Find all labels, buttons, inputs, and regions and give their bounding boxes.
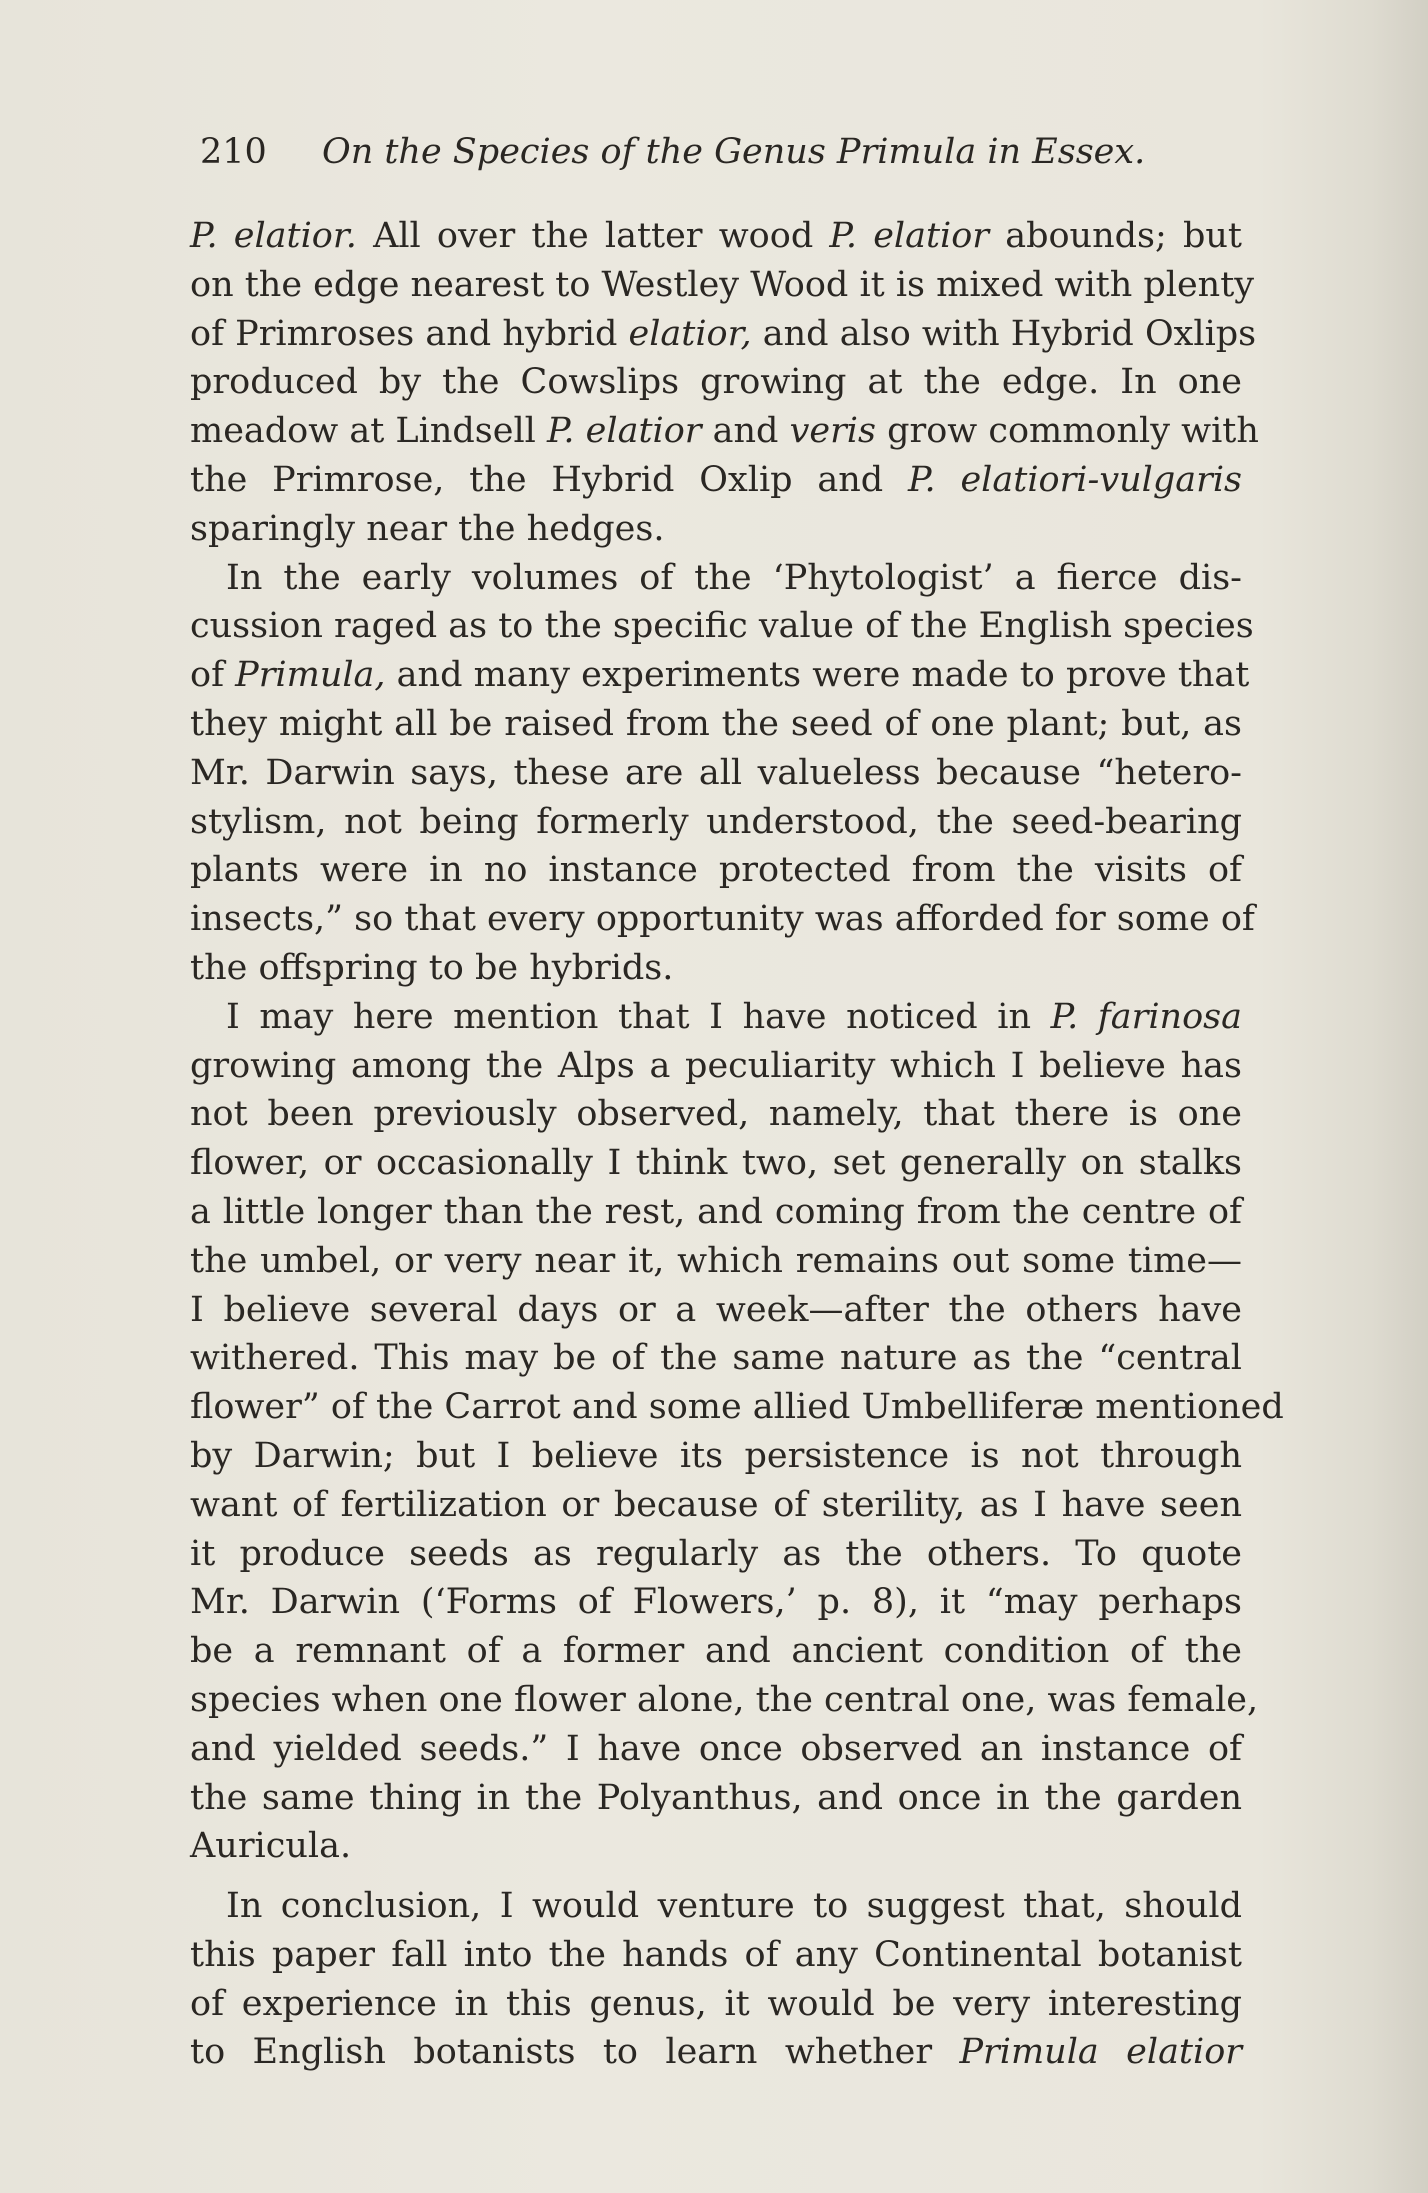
text-line: [190, 1980, 1242, 2029]
text-run: I may here mention that I have noticed in: [226, 996, 1051, 1037]
text-line: [190, 554, 1242, 603]
text-line: [190, 1237, 1242, 1286]
paragraph: [190, 554, 1255, 993]
text-line: [190, 1676, 1259, 1725]
text-line: [190, 1774, 1242, 1823]
text-line: [190, 1725, 1242, 1774]
text-run: flower” of the Carrot and some allied Umbelliferæ mentioned: [190, 1387, 1284, 1428]
text-run: of experience in this genus, it would be very interesting: [190, 1983, 1242, 2024]
paragraph: [190, 993, 1284, 1871]
text-run: by Darwin; but I believe its persistence is not through: [190, 1435, 1242, 1476]
text-run: of: [190, 655, 236, 696]
text-line: [190, 846, 1242, 895]
text-line: [190, 1139, 1242, 1188]
text-run: grow commonly with: [875, 411, 1259, 452]
text-line: [190, 1432, 1242, 1481]
text-run: abounds; but: [989, 216, 1242, 256]
text-run: on the edge nearest to Westley Wood it is mixed with plenty: [190, 264, 1255, 305]
italic-text: P. farinosa: [1050, 996, 1242, 1037]
text-run: the offspring to be hybrids.: [190, 947, 674, 988]
text-line: [190, 358, 1242, 407]
text-run: Mr. Darwin says, these are all valueless because “hetero-: [190, 752, 1242, 793]
text-run: All over the latter wood: [356, 216, 830, 256]
body-text: [190, 212, 1284, 2077]
text-line: [190, 1882, 1242, 1931]
text-line: [190, 1530, 1242, 1579]
text-run: to English botanists to learn whether: [190, 2032, 960, 2073]
text-run: meadow at Lindsell: [190, 411, 547, 452]
text-run: be a remnant of a former and ancient condition of the: [190, 1631, 1242, 1672]
text-run: and many experiments were made to prove that: [385, 655, 1250, 696]
text-line: [190, 1578, 1242, 1627]
text-line: [190, 602, 1254, 651]
text-line: [190, 700, 1242, 749]
paragraph: [190, 212, 1259, 554]
text-line: [190, 1042, 1242, 1091]
text-run: insects,” so that every opportunity was afforded for some of: [190, 899, 1255, 940]
italic-text: P. elatior: [829, 216, 990, 256]
running-title: On the Species of the Genus Primula in Essex.: [322, 132, 1146, 172]
text-run: In the early volumes of the ‘Phytologist’ a fierce dis-: [226, 557, 1242, 598]
text-line: [190, 212, 1242, 261]
text-line: [190, 1286, 1242, 1335]
text-run: withered. This may be of the same nature as the “central: [190, 1338, 1242, 1379]
text-run: cussion raged as to the specific value of the English species: [190, 606, 1254, 647]
text-line: [190, 1481, 1242, 1530]
text-run: flower, or occasionally I think two, set generally on stalks: [190, 1143, 1242, 1184]
text-run: and also with Hybrid Oxlips: [751, 313, 1257, 354]
text-run: Mr. Darwin (‘Forms of Flowers,’ p. 8), it “may perhaps: [190, 1582, 1242, 1623]
text-line: [190, 310, 1257, 359]
text-line: [190, 895, 1255, 944]
page-number: 210: [200, 132, 267, 172]
text-run: this paper fall into the hands of any Continental botanist: [190, 1934, 1242, 1975]
text-run: stylism, not being formerly understood, the seed-bearing: [190, 801, 1242, 842]
text-line: [190, 1822, 1242, 1871]
paragraph: [190, 1882, 1242, 2077]
page-header: [200, 132, 1240, 182]
text-run: In conclusion, I would venture to suggest that, should: [226, 1886, 1242, 1927]
text-run: I believe several days or a week—after the others have: [190, 1289, 1242, 1330]
text-line: [190, 1627, 1242, 1676]
italic-text: elatior,: [628, 313, 752, 354]
italic-text: Primula elatior: [959, 2032, 1242, 2073]
text-run: the same thing in the Polyanthus, and once in the garden: [190, 1777, 1242, 1818]
text-line: [190, 1334, 1242, 1383]
text-run: a little longer than the rest, and coming from the centre of: [190, 1191, 1242, 1232]
text-line: [190, 1188, 1242, 1237]
text-line: [190, 1931, 1242, 1980]
text-run: sparingly near the hedges.: [190, 508, 665, 549]
text-run: produced by the Cowslips growing at the edge. In one: [190, 362, 1242, 403]
text-line: [190, 1090, 1242, 1139]
italic-text: Primula,: [235, 655, 386, 696]
text-run: not been previously observed, namely, that there is one: [190, 1094, 1242, 1135]
text-line: [190, 2028, 1242, 2077]
text-run: want of fertilization or because of sterility, as I have seen: [190, 1484, 1242, 1525]
text-run: growing among the Alps a peculiarity which I believe has: [190, 1045, 1242, 1086]
paragraph-gap: [190, 1871, 1242, 1882]
text-line: [190, 944, 1242, 993]
text-line: [190, 651, 1250, 700]
text-run: and: [701, 411, 790, 452]
text-run: of Primroses and hybrid: [190, 313, 629, 354]
text-run: it produce seeds as regularly as the others. To quote: [190, 1533, 1242, 1574]
text-line: [190, 456, 1242, 505]
text-run: they might all be raised from the seed of one plant; but, as: [190, 703, 1242, 744]
text-run: species when one flower alone, the central one, was female,: [190, 1679, 1259, 1720]
text-run: and yielded seeds.” I have once observed an instance of: [190, 1728, 1242, 1769]
text-line: [190, 505, 1242, 554]
text-run: the umbel, or very near it, which remains out some time—: [190, 1240, 1242, 1281]
text-line: [190, 261, 1255, 310]
text-line: [190, 1383, 1284, 1432]
text-run: the Primrose, the Hybrid Oxlip and: [190, 459, 909, 500]
text-line: [190, 749, 1242, 798]
italic-text: P. elatiori-vulgaris: [908, 459, 1242, 500]
text-run: Auricula.: [190, 1826, 352, 1867]
italic-text: veris: [789, 411, 876, 452]
text-line: [190, 407, 1259, 456]
italic-text: P. elatior.: [190, 216, 357, 256]
text-line: [190, 993, 1242, 1042]
text-line: [190, 798, 1242, 847]
italic-text: P. elatior: [546, 411, 702, 452]
text-run: plants were in no instance protected from the visits of: [190, 850, 1242, 891]
